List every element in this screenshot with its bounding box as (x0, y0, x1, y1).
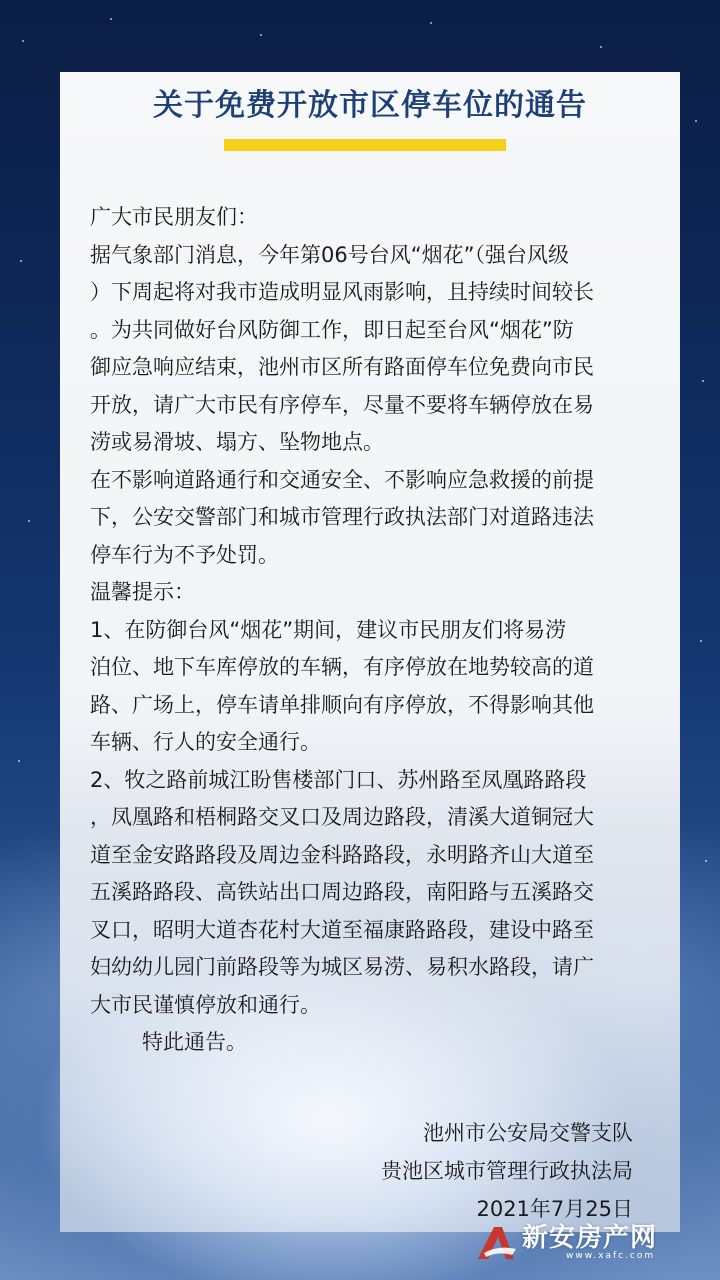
tip-line: 泊位、地下车库停放的车辆，有序停放在地势较高的道 (90, 655, 594, 679)
salutation: 广大市民朋友们： (90, 205, 258, 229)
tip-line: 2、牧之路前城江盼售楼部门口、苏州路至凤凰路路段 (90, 767, 587, 792)
body-line: 停车行为不予处罚。 (90, 542, 279, 567)
body-line: ）下周起将对我市造成明显风雨影响，且持续时间较长 (90, 280, 594, 304)
watermark-name: 新安房产网 (522, 1223, 658, 1253)
tip-line: 道至金安路路段及周边金科路路段，永明路齐山大道至 (90, 842, 594, 867)
signatory-urban-management: 贵池区城市管理行政执法局 (381, 1159, 633, 1183)
watermark (474, 1222, 657, 1264)
tip-line: 路、广场上，停车请单排顺向有序停放，不得影响其他 (90, 692, 594, 717)
tip-line: 1、在防御台风“烟花”期间，建议市民朋友们将易涝 (90, 617, 567, 642)
body-line: 。为共同做好台风防御工作，即日起至台风“烟花”防 (90, 317, 574, 342)
body-line: 涝或易滑坡、塌方、坠物地点。 (90, 430, 384, 454)
title-underline (224, 139, 506, 151)
closing-line: 特此通告。 (142, 1030, 247, 1054)
body-line: 御应急响应结束，池州市区所有路面停车位免费向市民 (90, 355, 594, 379)
signature-block (381, 1114, 633, 1228)
body-line: 下，公安交警部门和城市管理行政执法部门对道路违法 (90, 505, 594, 529)
watermark-url: www.xafc.com (566, 1251, 656, 1261)
tip-line: 叉口，昭明大道杏花村大道至福康路路段，建设中路至 (90, 917, 594, 942)
notice-body (90, 199, 670, 1062)
notice-title: 关于免费开放市区停车位的通告 (153, 88, 587, 123)
body-line: 在不影响道路通行和交通安全、不影响应急救援的前提 (90, 467, 594, 492)
tip-line: 大市民谨慎停放和通行。 (90, 992, 321, 1017)
notice-date: 2021年7月25日 (476, 1197, 633, 1221)
tip-line: 五溪路路段、高铁站出口周边路段，南阳路与五溪路交 (90, 880, 594, 904)
signatory-police: 池州市公安局交警支队 (423, 1121, 633, 1145)
body-line: 开放，请广大市民有序停车，尽量不要将车辆停放在易 (90, 392, 594, 417)
tip-line: 车辆、行人的安全通行。 (90, 730, 321, 754)
stylized-a-logo-icon (474, 1223, 518, 1263)
tip-line: 妇幼幼儿园门前路段等为城区易涝、易积水路段，请广 (90, 955, 594, 979)
tips-heading: 温馨提示： (90, 580, 195, 604)
tip-line: ，凤凰路和梧桐路交叉口及周边路段，清溪大道铜冠大 (90, 805, 594, 829)
body-line: 据气象部门消息，今年第06号台风“烟花”（强台风级 (90, 242, 569, 267)
